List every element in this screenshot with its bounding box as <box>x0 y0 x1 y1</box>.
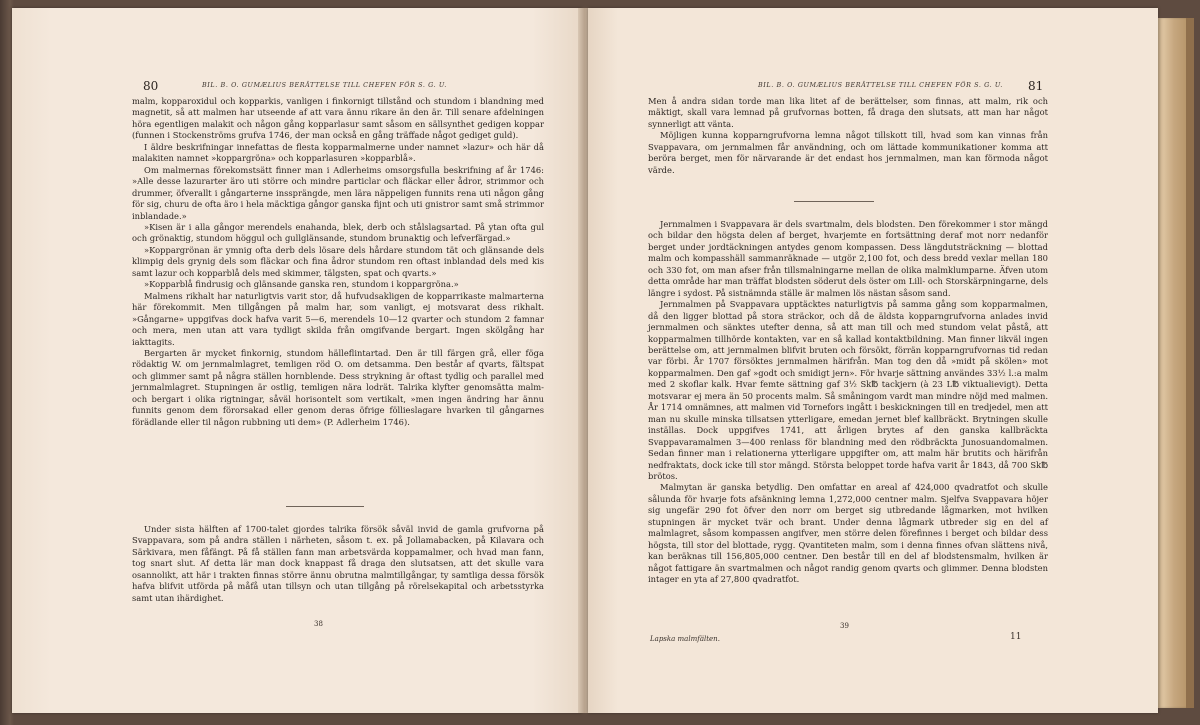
left-running-head: BIL. B. O. GUMÆLIUS BERÄTTELSE TILL CHEFEN FÖR S. G. U. <box>202 81 447 89</box>
left-page-number: 80 <box>143 79 159 93</box>
left-signature-mark: 38 <box>314 620 323 628</box>
paragraph: Men å andra sidan torde man lika litet af de berättelser, som finnas, att malm, rik och mäktigt, skall vara lemnad på grufvornas botten, få draga den slutsats, att man har något synnerligt att vänta. <box>648 96 1048 129</box>
paragraph: Möjligen kunna kopparngrufvorna lemna något tillskott till, hvad som kan vinnas från Svappavara, om jernmalmen får användning, och om lättade kommunikationer komma att beröra berget, men för närvarande är det endast hos jernmalmen, man kan förmoda något värde. <box>648 130 1048 175</box>
paragraph: »Kisen är i alla gångor merendels enahanda, blek, derb och stålslagsartad. På ytan ofta gul och grönaktig, stundom höggul och gullglänsande, stundom brunaktig och lefverfärgad.» <box>132 221 544 244</box>
left-text-block-2 <box>132 524 544 604</box>
paragraph: Under sista hälften af 1700-talet gjordes talrika försök såväl invid de gamla grufvorna på Svappavara, som på andra ställen i närheten, såsom t. ex. på Jollamabacken, på Kilavara och Särkivara, men fåfängt. På få ställen fann man arbetsvärda koppamalmer, och hvad man fann, tog snart slut. Af detta lär man dock knappast få draga den slutsatsen, att det skulle vara osannolikt, att här i trakten finnas större ännu obrutna malmtillgångar, ty samtliga dessa försök hafva blifvit utförda på måfå utan tillsyn och utan tillgång på rörelsekapital och arbetsstyrka samt utan ihärdighet. <box>132 524 544 603</box>
paragraph: »Kopparblå findrusig och glänsande ganska ren, stundom i koppargröna.» <box>144 279 459 290</box>
paragraph: Jernmalmen i Svappavara är dels svartmalm, dels blodsten. Den förekommer i stor mängd och bildar den högsta delen af berget, hvarjemte en fortsättning deraf mot norr nedanför berget under jordtäckningen antydes genom kompassen. Dess längdutsträckning — blottad malm och kompasshäll sammanräknade — utgör 2,100 fot, och dess bredd vexlar mellan 180 och 330 fot, om man afser från tillsmalningarne mellan de olika malmklumparne. Äfven utom detta område har man träffat blodsten söderut dels öster om Lill- och Storskärpningarne, dels längre i sydost. På sistnämnda ställe är malmen lös nästan såsom sand. <box>648 219 1048 298</box>
sheet-number: 11 <box>1010 632 1022 642</box>
right-text-block-2 <box>648 219 1048 586</box>
right-text-block <box>648 96 1048 176</box>
paragraph: Bergarten är mycket finkornig, stundom hälleflintartad. Den är till färgen grå, eller föga rödaktig W. om jernmalmlagret, temligen röd O. om detsamma. Den består af qvarts, fältspat och glimmer samt på några ställen hornblende. Dess strykning är oftast tydlig och parallel med jernmalmlagret. Stupningen är ostlig, temligen nära lodrät. Talrika klyfter genomsätta malm- och bergart i olika rigtningar, såväl horisontelt som vertikalt, »men ingen ändring har ännu funnits genom dem förorsakad eller genom deras öfrige föllieslagare hvarken til gångarnes förädlande eller til någon rubbning uti dem» (P. Adlerheim 1746). <box>132 347 544 427</box>
footer-title: Lapska malmfälten. <box>650 635 720 643</box>
paragraph: Om malmernas förekomstsätt finner man i Adlerheims omsorgsfulla beskrifning af år 1746: »Alle desse lazurarter äro uti större och mindre particlar och fläckar eller ådror, strimmor och drummer, öfverallt i gångarterne inssprängde, men lära näppeligen funnits rena uti någon gång för sig, churu de ofta äro i hela mäcktiga gångor ganska fijnt och uti gnistror samt små strimmor inblandade.» <box>132 164 544 221</box>
paragraph: »Koppargrönan är ymnig ofta derb dels lösare dels hårdare stundom tät och glänsande dels klimpig dels grynig dels som fläckar och fina ådror stundom ren oftast inblandad dels med kis samt lazur och kopparblå dels med skimmer, tälgsten, spat och qvarts.» <box>132 244 544 278</box>
right-signature-mark: 39 <box>840 622 849 630</box>
paragraph: malm, kopparoxidul och kopparkis, vanligen i finkornigt tillstånd och stundom i blandning med magnetit, så att malmen har utseende af att vara ännu rikare än den är. Till senare afdelningen höra egentligen malakit och någon gång kopparlasur samt såsom en sällsynthet gedigen koppar (funnen i Stockenströms grufva 1746, der man också en gång träffade något gediget guld). <box>132 96 544 141</box>
right-page <box>588 8 1158 713</box>
right-running-head: BIL. B. O. GUMÆLIUS BERÄTTELSE TILL CHEFEN FÖR S. G. U. <box>758 81 1003 89</box>
section-divider <box>286 506 364 507</box>
left-text-block <box>132 96 544 428</box>
left-page <box>12 8 582 713</box>
book-edge <box>1158 18 1186 708</box>
paragraph: Malmytan är ganska betydlig. Den omfattar en areal af 424,000 qvadratfot och skulle sålunda för hvarje fots afsänkning lemna 1,272,000 centner malm. Sjelfva Svappavara höjer sig ungefär 290 fot öfver den norr om berget sig utbredande lågmarken, mot hvilken stupningen är mycket tvär och brant. Under denna lågmark utbreder sig en del af malmlagret, såsom kompassen angifver, men större delen förefinnes i berget och bildar dess högsta, till stor del blottade, rygg. Qvantiteten malm, som i denna finnes ofvan slättens nivå, kan beräknas till 156,805,000 centner. Den består till en del af blodstensmalm, hvilken är något fattigare än svartmalmen och något randig genom qvarts och glimmer. Denna blodsten intager en yta af 27,800 qvadratfot. <box>648 482 1048 585</box>
paragraph: Jernmalmen på Svappavara upptäcktes naturligtvis på samma gång som kopparmalmen, då den ligger blottad på stora sträckor, och då de äldsta kopparngrufvorna anlades invid jernmalmen och sänktes utefter denna, så att man till och med stundom velat påstå, att kopparmalmen tillhörde kontakten, var en så kallad kontaktbildning. Man finner likväl ingen berättelse om, att jernmalmen blifvit bruten och försökt, förrän kopparngrufvornas tid redan var förbi. År 1707 försöktes jernmalmen härifrån. Man tog den då »midt på skölen» mot kopparmalmen. Den gaf »godt och smidigt jern». För hvarje sättning användes 33½ l.:a malm med 2 skoflar kalk. Hvar femte sättning gaf 3½ Sk℔ tackjern (à 23 L℔ viktualievigt). Detta motsvarar ej mera än 50 procents malm. Så småningom vardt man mindre nöjd med malmen. År 1714 omnämnes, att malmen vid Tornefors ingått i beskickningen till en tredjedel, men att man nu skulle minska tillsatsen ytterligare, emedan jernet blef kallbräckt. Brytningen skulle inställas. Dock uppgifves 1741, att årligen brytes af den ganska kallbräckta Svappavaramalmen 3—400 renlass för blandning med den rödbräckta Junosuandomalmen. Sedan finner man i relationerna ytterligare uppgifter om, att malm här brutits och härifrån nedfraktats, dock icke till stor mängd. Största beloppet torde hafva varit år 1843, då 700 Sk℔ brötos. <box>648 299 1048 481</box>
paragraph: I äldre beskrifningar innefattas de flesta kopparmalmerne under namnet »lazur» och här då malakiten namnet »koppargröna» och kopparlasuren »kopparblå». <box>132 141 544 164</box>
paragraph: Malmens rikhalt har naturligtvis varit stor, då hufvudsakligen de kopparrikaste malmarterna här förekommit. Men tillgången på malm har, som vanligt, ej motsvarat dess rikhalt. »Gångarne» uppgifvas dock hafva varit 5—6, merendels 10—12 qvarter och stundom 2 famnar och mera, men utan att vara tydligt skilda från omgifvande bergart. Ingen skölgång har iakttagits. <box>132 290 544 347</box>
right-page-number: 81 <box>1028 79 1044 93</box>
section-divider <box>794 201 874 202</box>
